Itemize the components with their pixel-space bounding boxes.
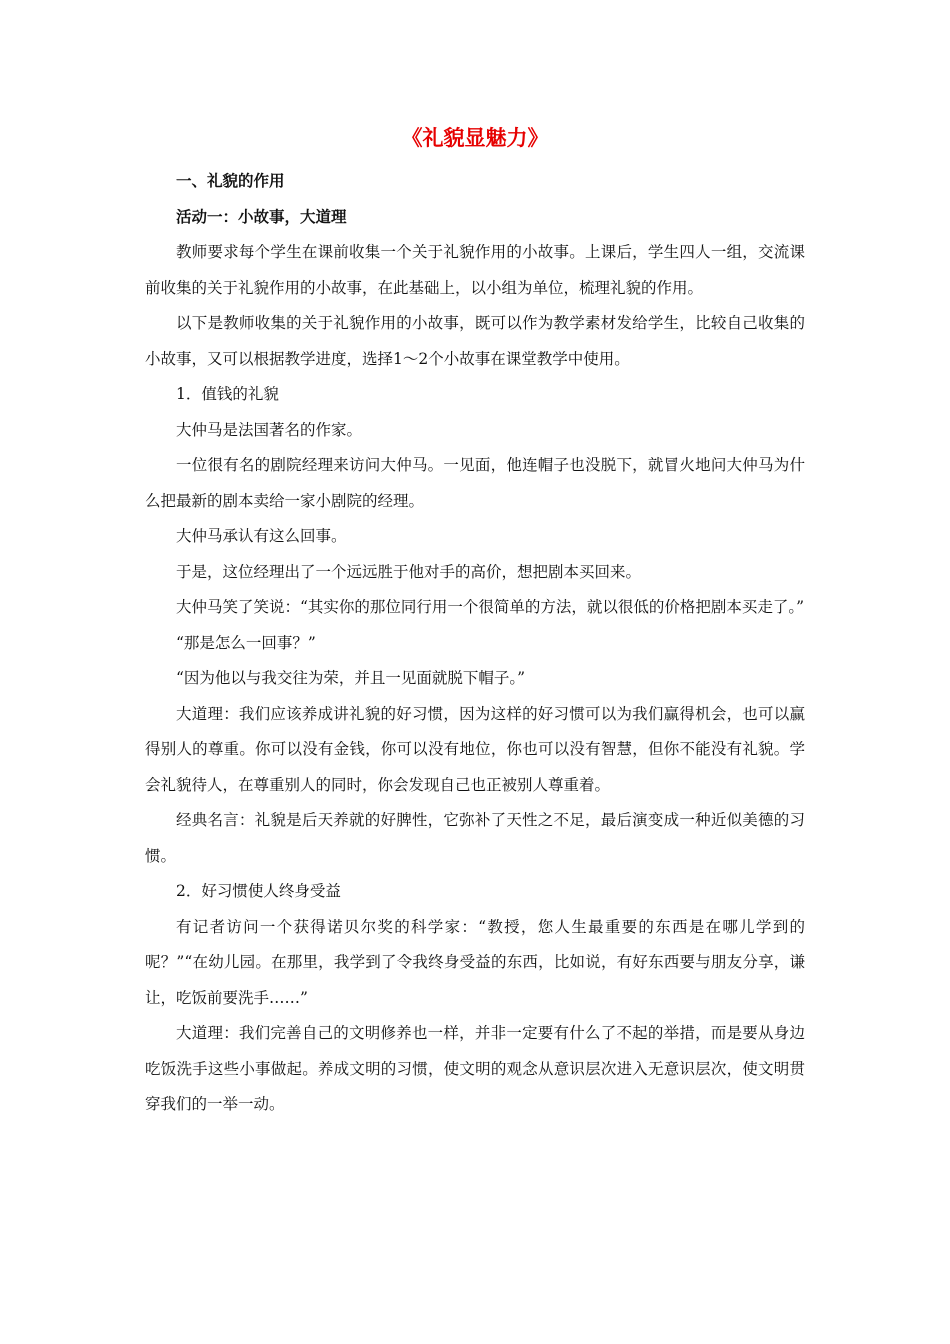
document-title: 《礼貌显魅力》 (401, 126, 549, 150)
paragraph: 大道理：我们完善自己的文明修养也一样，并非一定要有什么了不起的举措，而是要从身边吃饭洗手这些小事做起。养成文明的习惯，使文明的观念从意识层次进入无意识层次，使文明贯穿我们的一举一动。 (145, 1024, 805, 1113)
paragraph: “那是怎么一回事？” (176, 633, 316, 652)
section-heading: 一、礼貌的作用 (176, 172, 285, 190)
paragraph: 大仲马是法国著名的作家。 (176, 420, 363, 439)
paragraph: 教师要求每个学生在课前收集一个关于礼貌作用的小故事。上课后，学生四人一组，交流课前收集的关于礼貌作用的小故事，在此基础上，以小组为单位，梳理礼貌的作用。 (145, 243, 805, 297)
paragraph: 经典名言：礼貌是后天养就的好脾性，它弥补了天性之不足，最后演变成一种近似美德的习惯。 (145, 811, 805, 865)
paragraph: 大仲马承认有这么回事。 (176, 527, 347, 545)
activity-heading: 活动一：小故事，大道理 (176, 207, 347, 226)
document-page (145, 118, 805, 1123)
paragraph: 一位很有名的剧院经理来访问大仲马。一见面，他连帽子也没脱下，就冒火地问大仲马为什么把最新的剧本卖给一家小剧院的经理。 (145, 456, 805, 510)
paragraph: “因为他以与我交往为荣，并且一见面就脱下帽子。” (176, 669, 526, 687)
story-heading: 2．好习惯使人终身受益 (176, 882, 341, 900)
paragraph: 有记者访问一个获得诺贝尔奖的科学家：“教授，您人生最重要的东西是在哪儿学到的呢？”“在幼儿园。在那里，我学到了令我终身受益的东西，比如说，有好东西要与朋友分享，谦让，吃饭前要洗手……” (145, 917, 805, 1007)
story-heading: 1．值钱的礼貌 (176, 385, 279, 403)
paragraph: 于是，这位经理出了一个远远胜于他对手的高价，想把剧本买回来。 (176, 562, 642, 581)
paragraph: 大仲马笑了笑说：“其实你的那位同行用一个很简单的方法，就以很低的价格把剧本买走了。” (176, 598, 805, 616)
paragraph: 大道理：我们应该养成讲礼貌的好习惯，因为这样的好习惯可以为我们赢得机会，也可以赢得别人的尊重。你可以没有金钱，你可以没有地位，你也可以没有智慧，但你不能没有礼貌。学会礼貌待人，在尊重别人的同时，你会发现自己也正被别人尊重着。 (145, 704, 805, 794)
paragraph: 以下是教师收集的关于礼貌作用的小故事，既可以作为教学素材发给学生，比较自己收集的小故事，又可以根据教学进度，选择1～2个小故事在课堂教学中使用。 (145, 314, 805, 368)
